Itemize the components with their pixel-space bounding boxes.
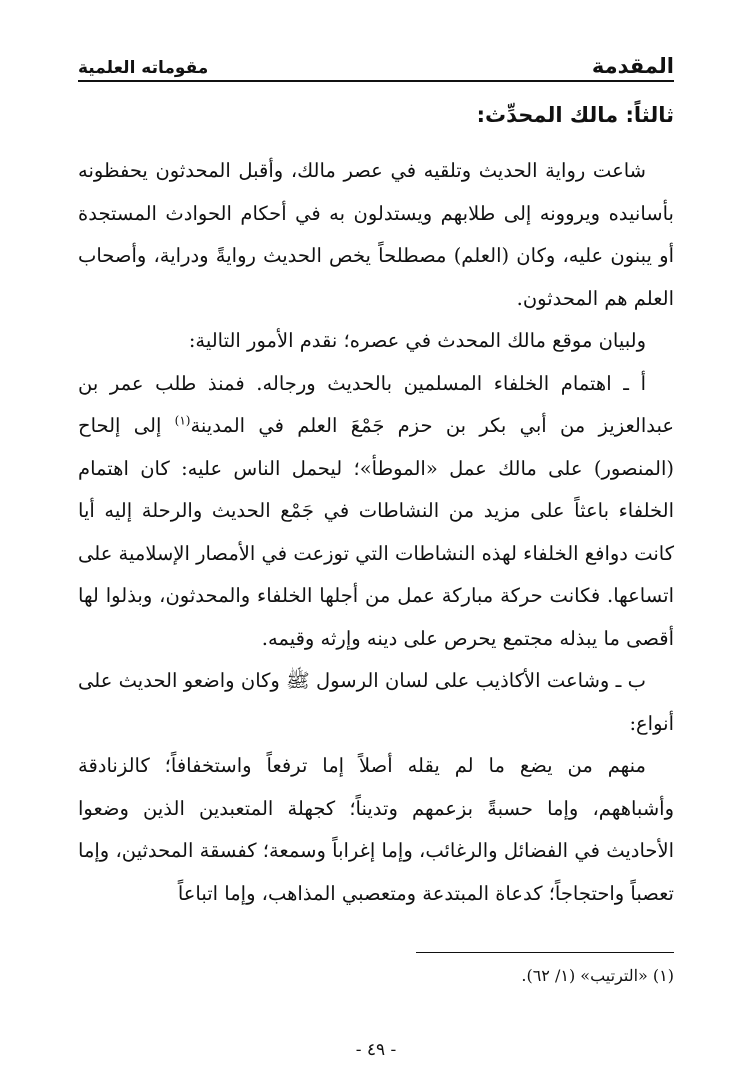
- section-heading: ثالثاً: مالك المحدِّث:: [476, 103, 674, 127]
- paragraph-item-a-part1: أ ـ اهتمام الخلفاء المسلمين بالحديث ورجاله. فمنذ طلب عمر بن عبدالعزيز من أبي بكر بن حزم جَمْعَ العلم في المدينة: [78, 371, 674, 437]
- paragraph-preface: ولبيان موقع مالك المحدث في عصره؛ نقدم الأمور التالية:: [188, 329, 646, 352]
- page-number: - ٤٩ -: [355, 1040, 397, 1060]
- section-header-title: مقوماته العلمية: [78, 58, 209, 78]
- chapter-title: المقدمة: [591, 54, 674, 78]
- paragraph-fabricators: منهم من يضع ما لم يقله أصلاً إما ترفعاً واستخفافاً؛ كالزنادقة وأشباههم، وإما حسبةً بزعمهم وتديناً؛ كجهلة المتعبدين الذين وضعوا الأحاديث في الفضائل والرغائب، وإما إغراباً وسمعة؛ كفسقة المحدثين، وإما تعصباً واحتجاجاً؛ كدعاة المبتدعة ومتعصبي المذاهب، وإما اتباعاً: [78, 754, 674, 905]
- body-text: [78, 150, 674, 915]
- footnote-reference: (١): [174, 413, 191, 428]
- header-divider: [78, 80, 674, 82]
- paragraph-item-b: ب ـ وشاعت الأكاذيب على لسان الرسول ﷺ وكان واضعو الحديث على أنواع:: [78, 669, 674, 735]
- paragraph-item-a: [78, 363, 674, 661]
- running-header: [78, 44, 674, 78]
- paragraph-item-a-part2: إلى إلحاح (المنصور) على مالك عمل «الموطأ»؛ ليحمل الناس عليه: كان اهتمام الخلفاء باعثاً على مزيد من النشاطات في جَمْع الحديث والرحلة إليه أيا كانت دوافع الخلفاء لهذه النشاطات التي توزعت في الأمصار الإسلامية على اتساعها. فكانت حركة مباركة عمل من أجلها الخلفاء والمحدثون، وبذلوا لها أقصى ما يبذله مجتمع يحرص على دينه وإرثه وقيمه.: [78, 414, 674, 650]
- footnote-divider: [416, 952, 674, 953]
- footnote: (١) «الترتيب» (١/ ٦٢).: [521, 966, 674, 985]
- paragraph-intro: شاعت رواية الحديث وتلقيه في عصر مالك، وأقبل المحدثون يحفظونه بأسانيده ويروونه إلى طلابهم ويستدلون به في أحكام الحوادث المستجدة أو يبنون عليه، وكان (العلم) مصطلحاً يخص الحديث روايةً ودراية، وأصحاب العلم هم المحدثون.: [78, 159, 674, 310]
